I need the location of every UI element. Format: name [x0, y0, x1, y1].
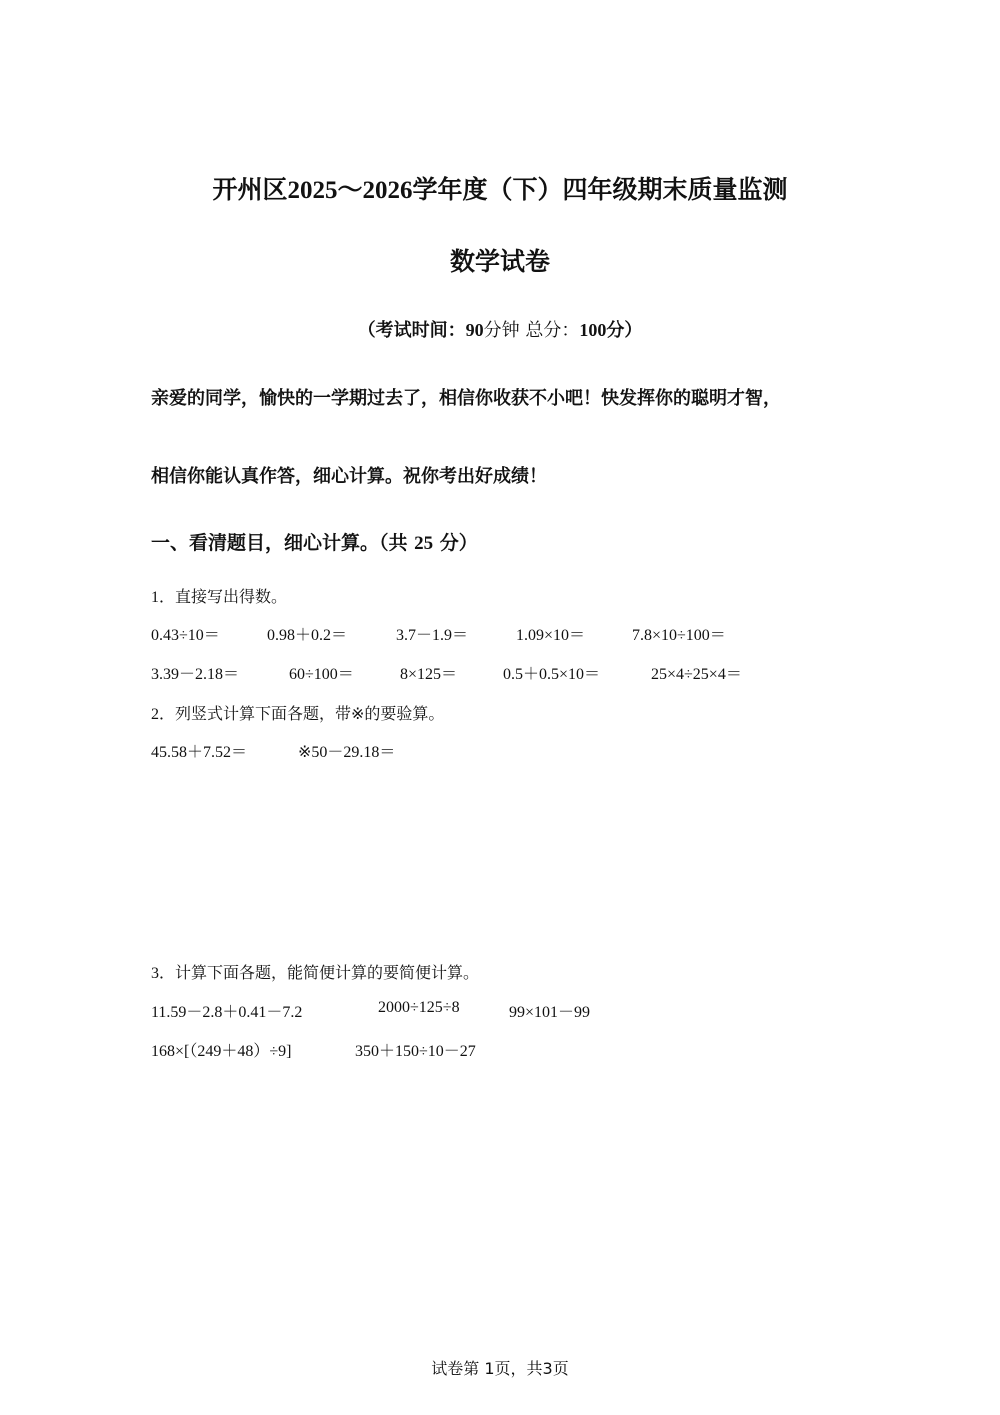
- exam-info: [0, 316, 1000, 342]
- q3-expr-4: 168×[（249＋48）÷9]: [151, 1043, 292, 1060]
- title-district: 开州区: [212, 175, 288, 204]
- title-rest: 学年度（下）四年级期末质量监测: [412, 175, 788, 204]
- q1-expr-8: 8×125＝: [400, 666, 458, 683]
- title-years: 2025～2026: [287, 177, 413, 204]
- q3-expr-2: 2000÷125÷8: [378, 999, 460, 1016]
- question-2-number: 2．: [151, 706, 176, 723]
- question-1-text: 直接写出得数。: [175, 587, 288, 606]
- q1-expr-7: 60÷100＝: [289, 666, 354, 683]
- exam-info-open: （考试时间：: [357, 320, 466, 341]
- section1-score: 25: [414, 533, 434, 554]
- q1-expr-2: 0.98＋0.2＝: [267, 627, 348, 644]
- q1-expr-10: 25×4÷25×4＝: [651, 666, 742, 683]
- q2-expr-1: 45.58＋7.52＝: [151, 744, 248, 761]
- q1-expr-1: 0.43÷10＝: [151, 627, 220, 644]
- q1-expr-6: 3.39－2.18＝: [151, 666, 240, 683]
- question-3-heading: [151, 960, 479, 983]
- q1-expr-4: 1.09×10＝: [516, 627, 586, 644]
- section1-title: [151, 528, 478, 555]
- exam-title-line1: [0, 170, 1000, 206]
- question-2-text: 列竖式计算下面各题，带※的要验算。: [175, 704, 445, 723]
- q2-expr-2: ※50－29.18＝: [298, 744, 396, 761]
- exam-score-value: 100: [579, 320, 607, 340]
- section1-title-end: 分）: [433, 532, 478, 554]
- exam-info-close: 分）: [606, 320, 643, 341]
- question-3-number: 3．: [151, 965, 176, 982]
- exam-time-unit: 分钟 总分：: [483, 320, 580, 341]
- exam-time-value: 90: [465, 320, 484, 340]
- q3-expr-3: 99×101－99: [509, 1004, 591, 1021]
- q3-expr-5: 350＋150÷10－27: [355, 1043, 476, 1060]
- exam-title-line2: 数学试卷: [449, 247, 550, 276]
- q3-expr-1: 11.59－2.8＋0.41－7.2: [151, 1004, 303, 1021]
- intro-line1: 亲爱的同学，愉快的一学期过去了，相信你收获不小吧！快发挥你的聪明才智，: [151, 388, 781, 409]
- question-1-heading: [151, 584, 287, 607]
- question-3-text: 计算下面各题，能简便计算的要简便计算。: [175, 963, 480, 982]
- q1-expr-5: 7.8×10÷100＝: [632, 627, 726, 644]
- page-footer: 试卷第 1页，共3页: [431, 1359, 569, 1378]
- q1-expr-3: 3.7－1.9＝: [396, 627, 469, 644]
- question-1-number: 1．: [151, 589, 176, 606]
- section1-title-text: 一、看清题目，细心计算。（共: [151, 532, 415, 554]
- question-2-heading: [151, 701, 444, 724]
- q1-expr-9: 0.5＋0.5×10＝: [503, 666, 601, 683]
- intro-line2: 相信你能认真作答，细心计算。祝你考出好成绩！: [151, 466, 547, 487]
